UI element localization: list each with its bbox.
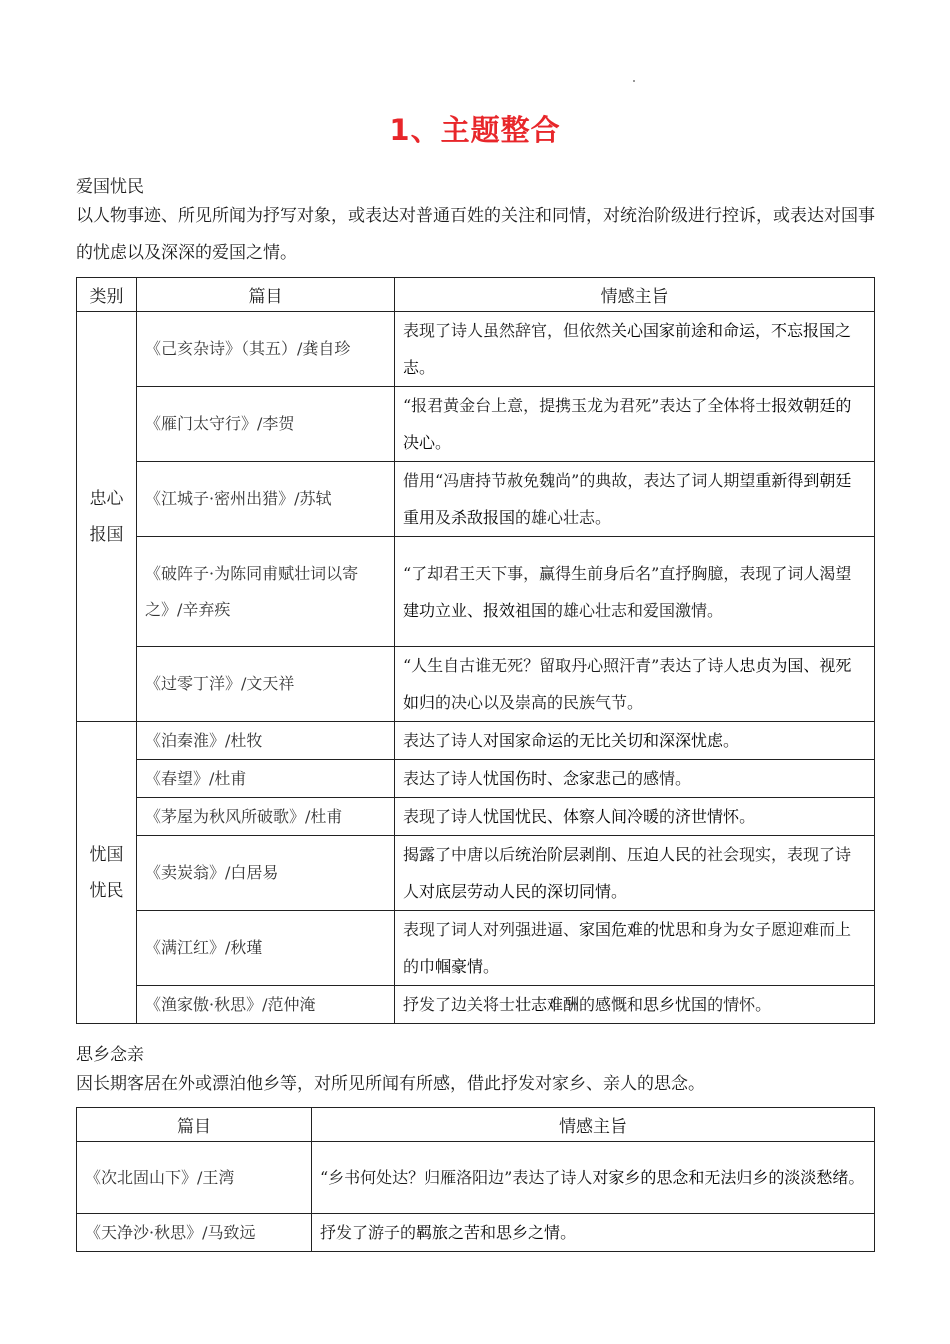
theme-text: “人生自古谁无死？留取丹心照汗青”表达了诗人 — [403, 656, 740, 675]
theme-text: 。 — [723, 731, 740, 750]
work-cell: 《雁门太守行》/李贺 — [137, 387, 395, 462]
theme-text: 表达了诗人 — [403, 769, 484, 788]
theme-text: “报君黄金台上意，提携玉龙为君死”表达了全体将士 — [403, 396, 772, 415]
table-row — [77, 312, 875, 387]
table-row — [77, 1142, 875, 1214]
theme-text: 的感情。 — [627, 769, 692, 788]
theme-text: 的社会现实，表现了诗人 — [403, 845, 852, 901]
theme-text: 和身为女子愿迎难而上的 — [403, 920, 852, 976]
work-cell: 《己亥杂诗》（其五）/龚自珍 — [137, 312, 395, 387]
highlight-text: 对底层劳动人民的深切同情 — [419, 882, 612, 901]
table-row — [77, 1214, 875, 1252]
theme-cell — [395, 537, 875, 647]
table-row — [77, 462, 875, 537]
theme-text: 的感慨和 — [579, 995, 644, 1014]
theme-text: 。 — [435, 433, 452, 452]
section-intro-homesick: 因长期客居在外或漂泊他乡等，对所见所闻有所感，借此抒发对家乡、亲人的思念。 — [76, 1074, 705, 1094]
work-cell: 《渔家傲·秋思》/范仲淹 — [137, 986, 395, 1024]
table-row — [77, 647, 875, 722]
theme-text: 表现了诗人 — [403, 807, 484, 826]
theme-text: 表达了诗人 — [403, 731, 484, 750]
theme-cell — [395, 647, 875, 722]
header-work: 篇目 — [77, 1108, 312, 1142]
table-row — [77, 387, 875, 462]
theme-text: 的 — [659, 807, 676, 826]
highlight-text: 报效朝廷的决心 — [403, 396, 852, 452]
highlight-text: 关心国家前途和命运，不忘报国之志 — [403, 321, 852, 377]
theme-text: 。 — [483, 957, 500, 976]
theme-cell — [395, 722, 875, 760]
theme-text: 。 — [611, 882, 628, 901]
table-header-row — [77, 278, 875, 312]
header-work: 篇目 — [137, 278, 395, 312]
highlight-text: 忠贞为国、视死如归 — [403, 656, 852, 712]
highlight-text: 杀敌报国 — [451, 508, 516, 527]
theme-cell — [395, 387, 875, 462]
theme-text: 的情怀。 — [707, 995, 772, 1014]
table-row — [77, 986, 875, 1024]
patriotism-table — [76, 277, 875, 1024]
highlight-text: 羁旅之苦 — [416, 1223, 481, 1242]
theme-text: 抒发了边关将士 — [403, 995, 516, 1014]
table-row — [77, 798, 875, 836]
theme-cell — [395, 312, 875, 387]
table-header-row — [77, 1108, 875, 1142]
work-cell: 《春望》/杜甫 — [137, 760, 395, 798]
highlight-text: 思乡之情 — [496, 1223, 561, 1242]
theme-cell — [312, 1142, 875, 1214]
theme-text: 的决心以及崇高的民族气节。 — [435, 693, 644, 712]
theme-cell — [395, 986, 875, 1024]
theme-cell — [395, 836, 875, 911]
theme-text: “了却君王天下事，赢得生前身后名”直抒胸臆，表现了词人渴望 — [403, 563, 852, 583]
theme-text: 表现了诗人虽然辞官，但依然 — [403, 321, 612, 340]
category-cell: 忠心报国 — [77, 312, 137, 722]
table-row — [77, 537, 875, 647]
header-category: 类别 — [77, 278, 137, 312]
work-cell: 《江城子·密州出猎》/苏轼 — [137, 462, 395, 537]
theme-text: 的雄心壮志和爱国激情。 — [547, 600, 724, 620]
theme-text: 。 — [419, 358, 436, 377]
work-cell: 《满江红》/秋瑾 — [137, 911, 395, 986]
theme-text: “乡书何处达？归雁洛阳边”表达了诗人 — [320, 1168, 593, 1187]
work-cell: 《过零丁洋》/文天祥 — [137, 647, 395, 722]
work-cell: 《泊秦淮》/杜牧 — [137, 722, 395, 760]
theme-cell — [312, 1214, 875, 1252]
homesick-table — [76, 1107, 875, 1252]
theme-text: 。 — [560, 1223, 577, 1242]
theme-text: 及 — [435, 508, 452, 527]
scan-dot — [633, 80, 635, 82]
highlight-text: 建功立业、报效祖国 — [403, 600, 548, 620]
table-row — [77, 760, 875, 798]
highlight-text: 统治阶层剥削、压迫人民 — [515, 845, 692, 864]
theme-text: 揭露了中唐以后 — [403, 845, 516, 864]
theme-cell — [395, 462, 875, 537]
highlight-text: 家国危难的忧思 — [579, 920, 692, 939]
work-cell: 《卖炭翁》/白居易 — [137, 836, 395, 911]
theme-cell — [395, 760, 875, 798]
work-cell: 《茅屋为秋风所破歌》/杜甫 — [137, 798, 395, 836]
highlight-text: 忧国忧民、体察人间冷暖 — [483, 807, 660, 826]
section-intro-patriotism: 以人物事迹、所见所闻为抒写对象，或表达对普通百姓的关注和同情，对统治阶级进行控诉，或表达对国事的忧虑以及深深的爱国之情。 — [76, 206, 875, 263]
highlight-text: 壮志难酬 — [515, 995, 580, 1014]
header-theme: 情感主旨 — [312, 1108, 875, 1142]
theme-text: 。 — [848, 1168, 865, 1187]
table-row — [77, 911, 875, 986]
section-heading-homesick: 思乡念亲 — [76, 1045, 144, 1065]
highlight-text: 对国家命运的无比关切和深深忧虑 — [483, 731, 724, 750]
table-row — [77, 722, 875, 760]
category-cell: 忧国忧民 — [77, 722, 137, 1024]
section-heading-patriotism: 爱国忧民 — [76, 177, 144, 197]
theme-text: 抒发了游子的 — [320, 1223, 417, 1242]
theme-text: 的雄心壮志。 — [515, 508, 612, 527]
theme-cell — [395, 911, 875, 986]
work-cell: 《次北固山下》/王湾 — [77, 1142, 312, 1214]
theme-cell — [395, 798, 875, 836]
work-cell: 《破阵子·为陈同甫赋壮词以寄之》/辛弃疾 — [137, 537, 395, 647]
highlight-text: 重新得到朝廷重用 — [403, 471, 852, 527]
highlight-text: 对家乡的思念和无法归乡的淡淡愁绪 — [592, 1168, 849, 1187]
highlight-text: 济世情怀 — [675, 807, 740, 826]
theme-text: 和 — [480, 1223, 497, 1242]
table-row — [77, 836, 875, 911]
highlight-text: 思乡忧国 — [643, 995, 708, 1014]
highlight-text: 忧国伤时、念家悲己 — [483, 769, 628, 788]
page-title: 1、主题整合 — [389, 113, 561, 147]
work-cell: 《天净沙·秋思》/马致远 — [77, 1214, 312, 1252]
theme-text: 表现了词人对列强进逼、 — [403, 920, 580, 939]
theme-text: 。 — [739, 807, 756, 826]
theme-text: 借用“冯唐持节赦免魏尚”的典故，表达了词人期望 — [403, 471, 756, 490]
header-theme: 情感主旨 — [395, 278, 875, 312]
highlight-text: 巾帼豪情 — [419, 957, 484, 976]
